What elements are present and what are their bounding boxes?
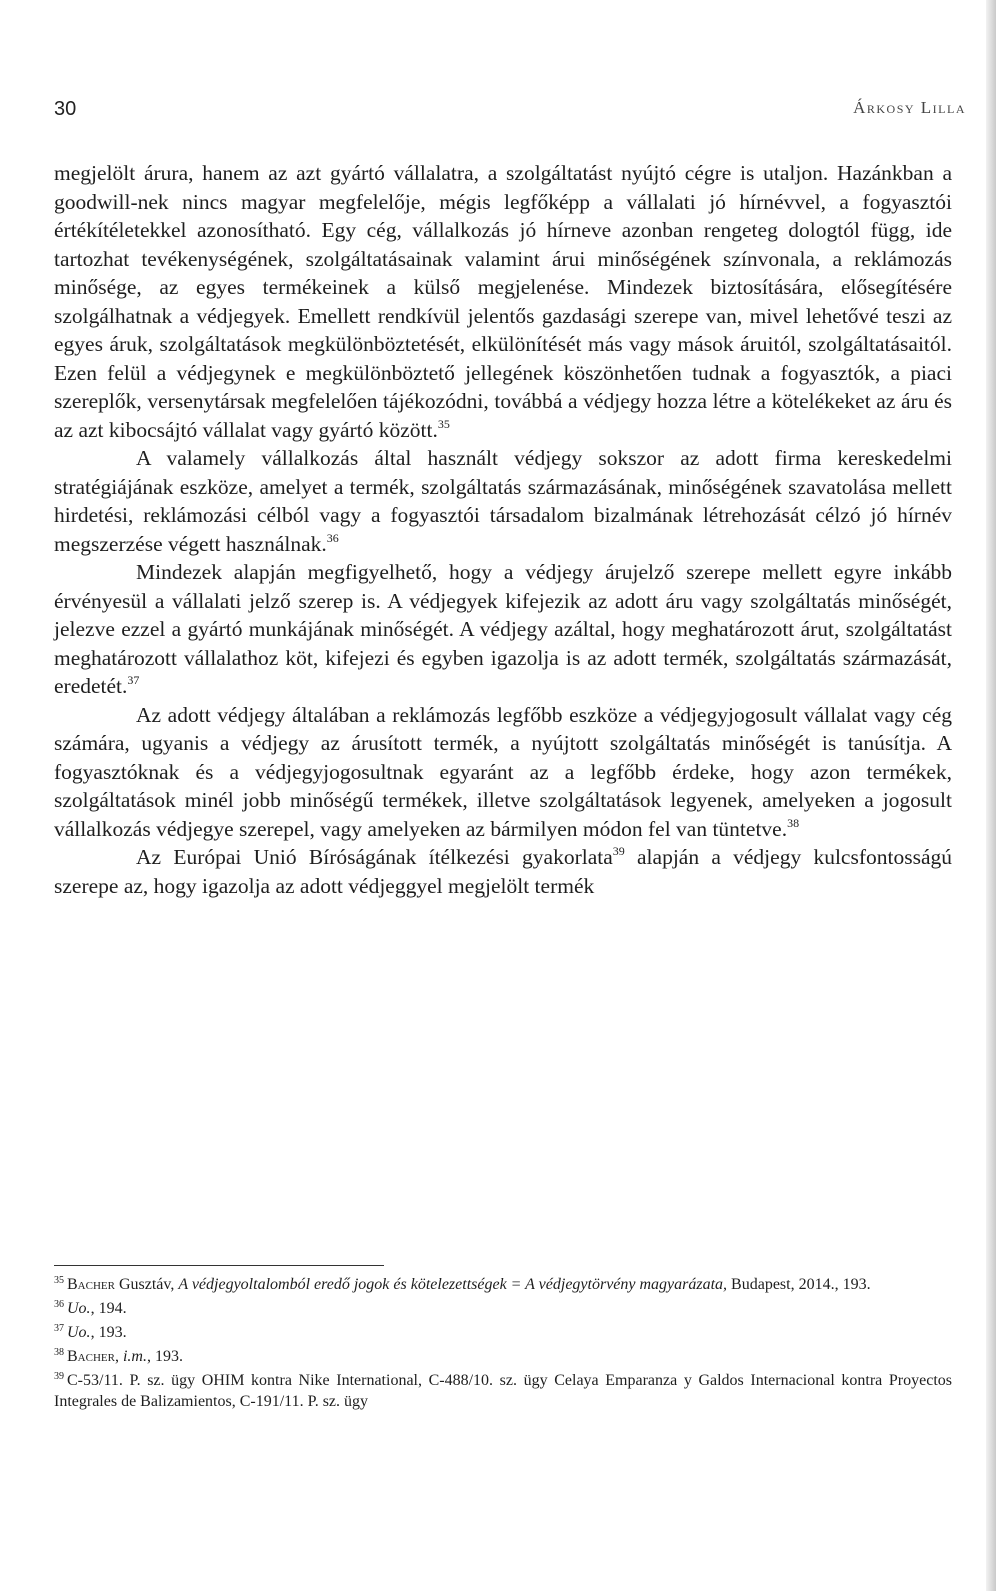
footnote-ref: 35 — [437, 416, 450, 431]
footnote: $^{35}$ Bacher Gusztáv, A védjegyoltalomból eredő jogok és kötelezettségek = A védjegytörvény magyarázata, Budapest, 2014., 193. — [54, 1275, 871, 1293]
paragraph: Az Európai Unió Bíróságának ítélkezési gyakorlata$^{39}$ alapján a védjegy kulcsfontosságú szerepe az, hogy igazolja az adott védjeggyel megjelölt termék — [54, 844, 952, 898]
paragraph: Mindezek alapján megfigyelhető, hogy a védjegy árujelző szerepe mellett egyre inkább érvényesül a vállalati jelző szerep is. A védjegyek kifejezik az adott áru vagy szolgáltatás minőségét, jelezve ezzel a gyártó munkájának minőségét. A védjegy azáltal, hogy meghatározott árut, szolgáltatást meghatározott vállalathoz köt, kifejezi és egyben igazolja is az adott termék, szolgáltatás származását, eredetét.$^{37}$ — [54, 560, 952, 698]
footnotes — [54, 1274, 952, 1415]
footnote-ref: 38 — [787, 815, 800, 830]
footnote-ref: 39 — [612, 844, 625, 858]
footnote-separator — [54, 1265, 384, 1266]
footnote: $^{37}$ Uo., 193. — [54, 1323, 127, 1341]
paragraph: A valamely vállalkozás által használt védjegy sokszor az adott firma kereskedelmi stratégiájának eszköze, amelyet a termék, szolgáltatás származásának, minőségének szavatolása mellett hirdetési, reklámozási célból vagy a fogyasztói társadalom bizalmának létrehozását célzó jó hírnév megszerzése végett használnak.$^{36}$ — [54, 446, 952, 556]
running-head-author: Árkosy Lilla — [853, 98, 966, 117]
body-text — [54, 159, 952, 900]
footnote: $^{38}$ Bacher, i.m., 193. — [54, 1347, 183, 1365]
paragraph: Az adott védjegy általában a reklámozás legfőbb eszköze a védjegyjogosult vállalat vagy cég számára, ugyanis a védjegy az árusított termék, a nyújtott szolgáltatás minőségét is tanúsítja. A fogyasztóknak és a védjegyjogosultnak egyaránt az a legfőbb érdeke, hogy azon termékek, szolgáltatások minél jobb minőségű termékek, illetve szolgáltatások legyenek, amelyeken a jogosult vállalkozás védjegye szerepel, vagy amelyeken az bármilyen módon fel van tüntetve.$^{38}$ — [54, 702, 952, 841]
footnote: $^{39}$ C-53/11. P. sz. ügy OHIM kontra Nike International, C-488/10. sz. ügy Celaya Emparanza y Galdos Internacional kontra Proyectos Integrales de Balizamientos, C-191/11. P. sz. ügy — [54, 1371, 952, 1410]
scan-edge-shadow — [986, 0, 996, 1591]
footnote-ref: 36 — [326, 530, 339, 545]
footnote: $^{36}$ Uo., 194. — [54, 1299, 127, 1317]
paragraph: megjelölt árura, hanem az azt gyártó vállalatra, a szolgáltatást nyújtó cégre is utaljon. Hazánkban a goodwill-nek nincs magyar megfelelője, mégis legfőképp a vállalati jó hírnévvel, a fogyasztói értékítéletekkel azonosítható. Egy cég, vállalkozás jó hírneve azonban rengeteg dologtól függ, ide tartozhat tevékenységének, szolgáltatásainak valamint árui minőségének színvonala, a reklámozás minősége, az egyes termékeinek a külső megjelenése. Mindezek biztosítására, elősegítésére szolgálhatnak a védjegyek. Emellett rendkívül jelentős gazdasági szerepe van, mivel lehetővé teszi az egyes áruk, szolgáltatások megkülönböztetését, elkülönítését más vagy mások áruitól, szolgáltatásaitól. Ezen felül a védjegynek e megkülönböztető jellegének köszönhetően tudnak a fogyasztók, a piaci szereplők, versenytársak megfelelően tájékozódni, továbbá a védjegy hozza létre a kötelékeket az áru és az azt kibocsájtó vállalat vagy gyártó között.$^{35}$ — [54, 161, 952, 442]
page-number: 30 — [54, 98, 77, 120]
footnote-ref: 37 — [127, 673, 140, 687]
